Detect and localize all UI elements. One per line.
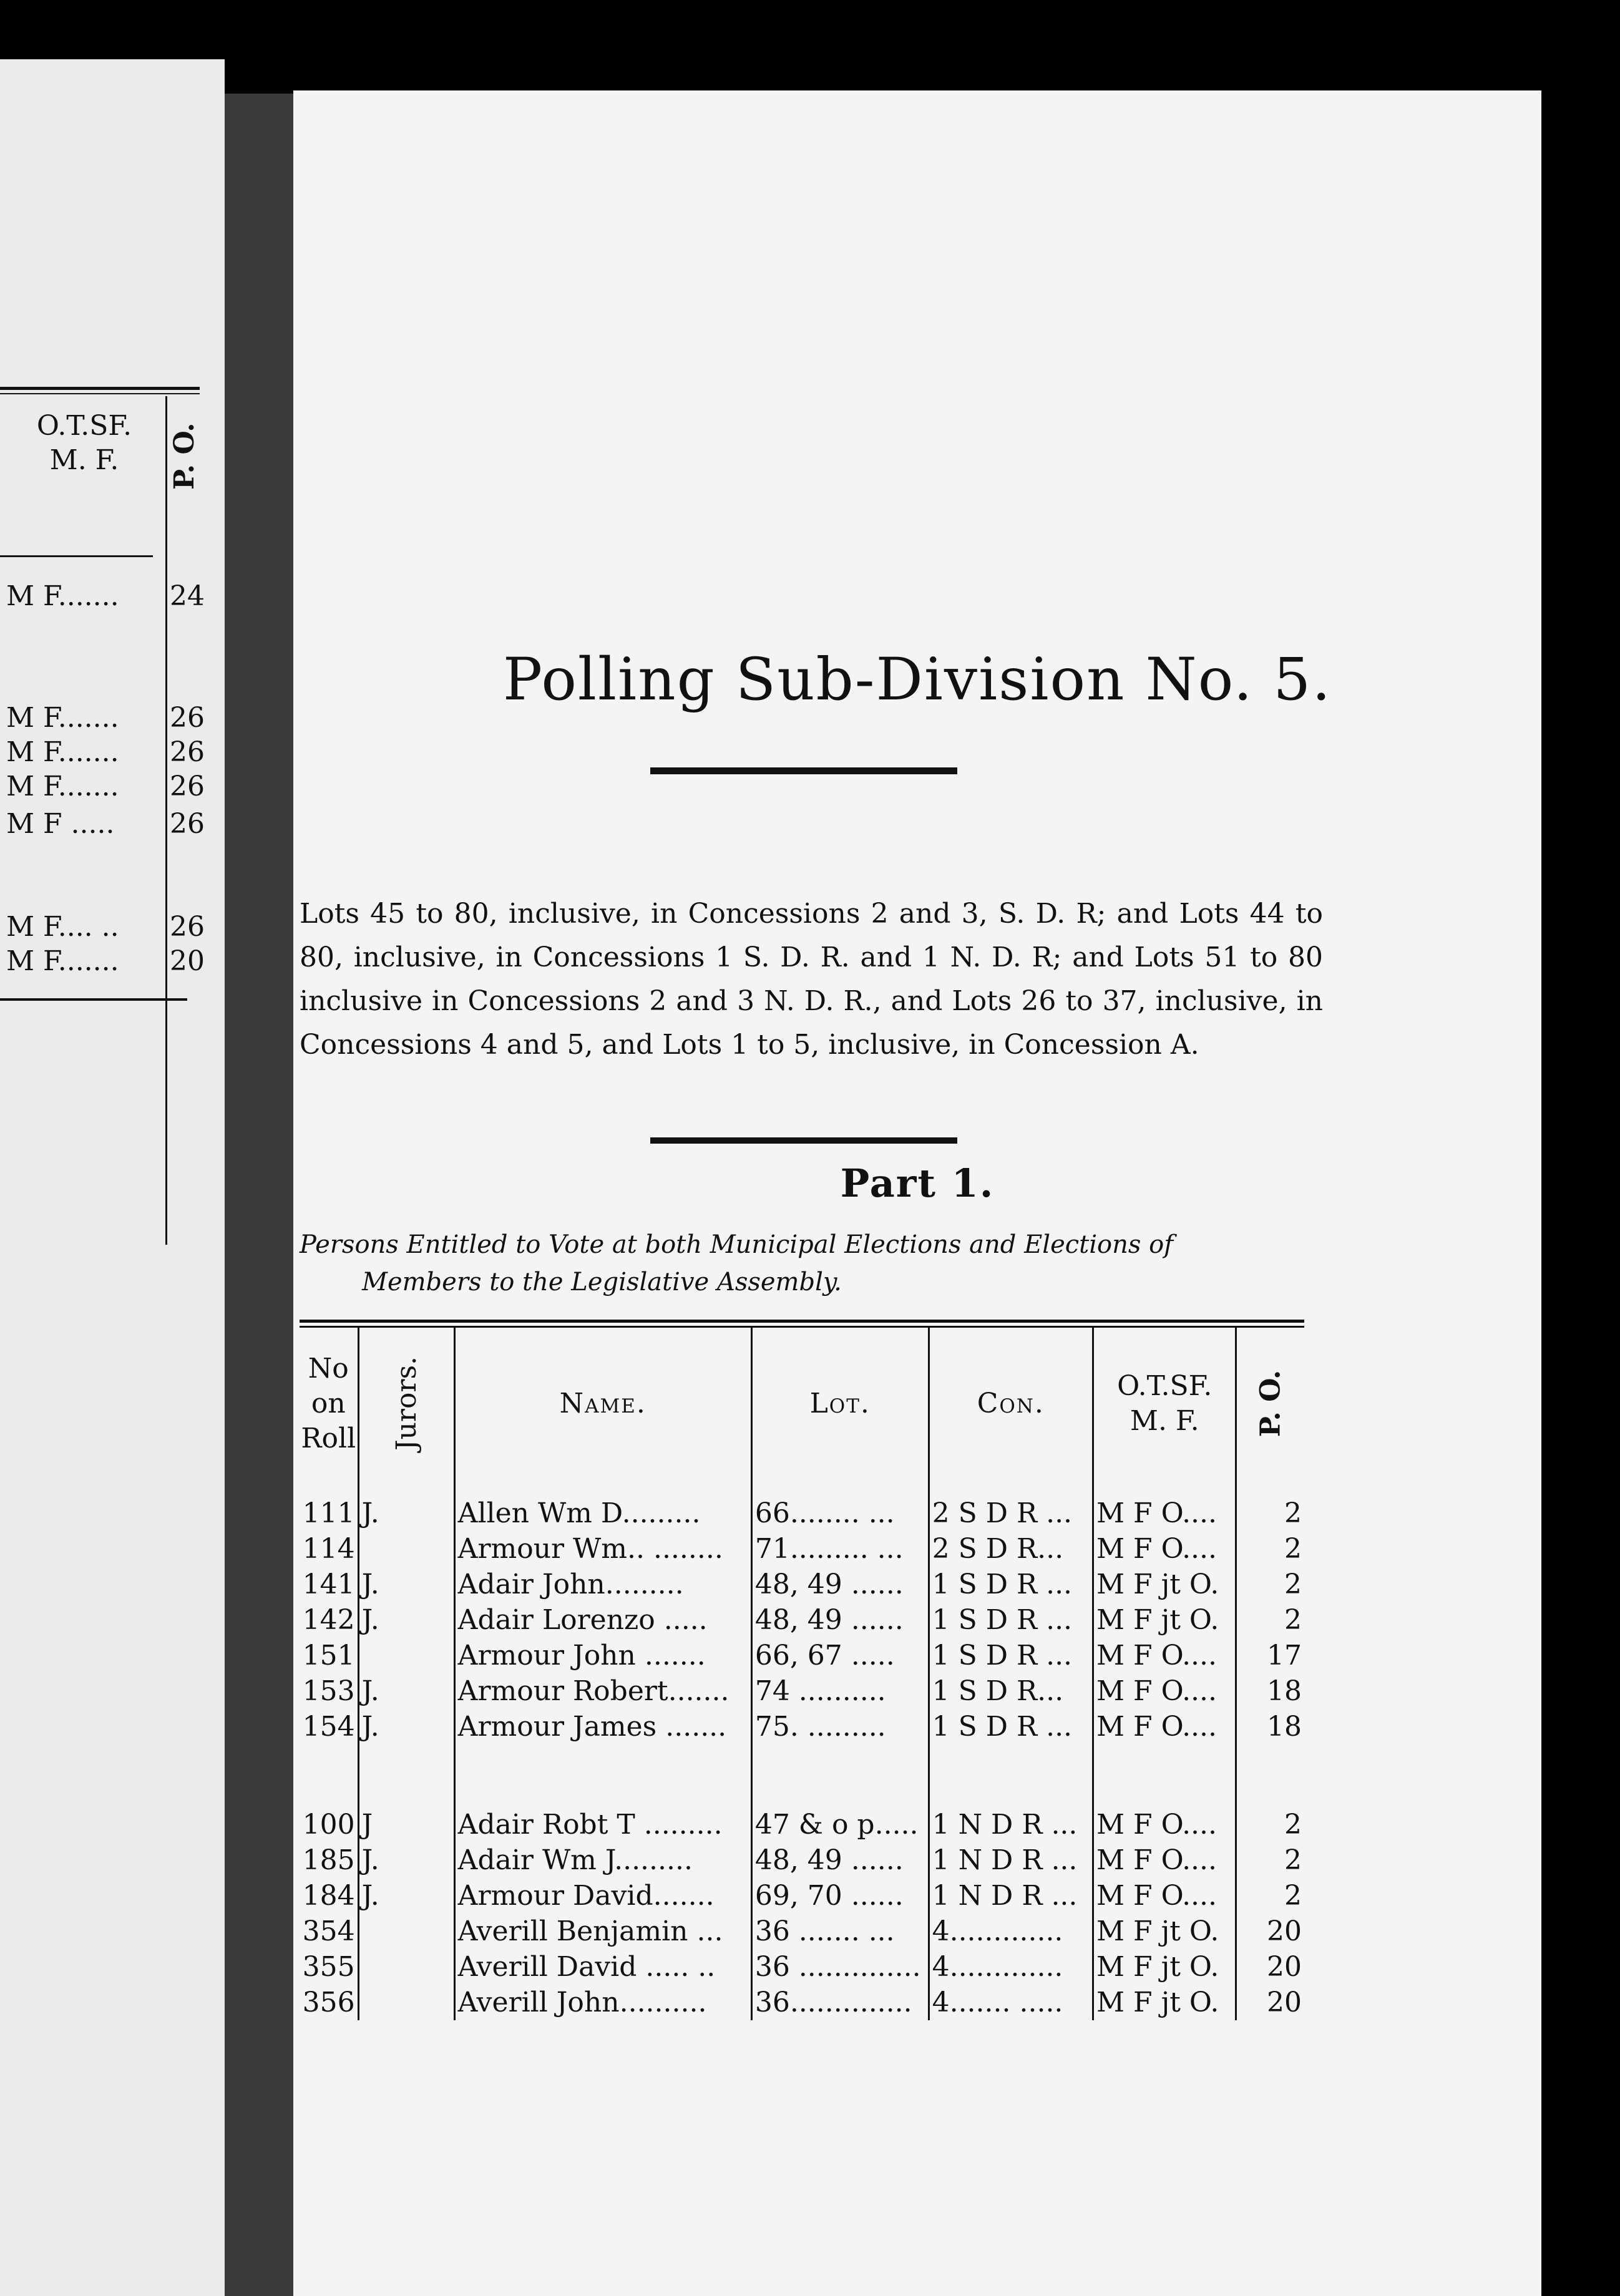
table-row — [300, 1567, 1304, 1602]
cell-juror — [358, 1949, 454, 1985]
left-row-otsf: M F ..... — [6, 808, 115, 840]
cell-name: Adair Robt T ......... — [454, 1807, 751, 1842]
spacer-cell — [929, 1480, 1093, 1496]
header-po-label: P. O. — [1254, 1369, 1287, 1437]
cell-po: 2 — [1284, 1809, 1302, 1841]
left-row-po: 20 — [170, 945, 205, 977]
table-row — [300, 1638, 1304, 1673]
cell-otsf: M F O.... — [1093, 1638, 1236, 1673]
table-row — [300, 1496, 1304, 1531]
cell-name: Adair John......... — [454, 1567, 751, 1602]
cell-po: 20 — [1267, 1987, 1302, 2018]
header-jurors-label: Jurors. — [390, 1356, 422, 1451]
cell-no: 114 — [300, 1531, 358, 1567]
table-row — [300, 1673, 1304, 1709]
cell-juror — [358, 1914, 454, 1949]
table-row — [300, 1914, 1304, 1949]
spacer-cell — [358, 1744, 454, 1807]
spacer-cell — [1236, 1744, 1304, 1807]
description-rule — [650, 1137, 957, 1144]
left-column-divider — [165, 396, 167, 1245]
table-top-rule — [300, 1320, 1304, 1323]
cell-po: 20 — [1267, 1951, 1302, 1983]
table-row — [300, 1985, 1304, 2020]
table-row — [300, 1531, 1304, 1567]
cell-po: 17 — [1267, 1640, 1302, 1671]
cell-juror — [358, 1638, 454, 1673]
cell-juror — [358, 1531, 454, 1567]
cell-lot: 75. ......... — [751, 1709, 929, 1744]
cell-name: Armour James ....... — [454, 1709, 751, 1744]
cell-otsf: M F jt O. — [1093, 1985, 1236, 2020]
cell-juror: J. — [358, 1842, 454, 1878]
cell-po: 2 — [1284, 1533, 1302, 1565]
cell-con: 4............. — [929, 1914, 1093, 1949]
spacer-cell — [358, 1480, 454, 1496]
cell-juror: J. — [358, 1496, 454, 1531]
cell-con: 2 S D R... — [929, 1531, 1093, 1567]
spacer-cell — [751, 1480, 929, 1496]
cell-po: 2 — [1284, 1497, 1302, 1529]
cell-con: 4............. — [929, 1949, 1093, 1985]
left-row-po: 24 — [170, 580, 205, 612]
cell-name: Armour Wm.. ........ — [454, 1531, 751, 1567]
part-subtitle — [300, 1226, 1323, 1301]
cell-lot: 48, 49 ...... — [751, 1602, 929, 1638]
header-name: Name. — [454, 1327, 751, 1480]
header-con: Con. — [929, 1327, 1093, 1480]
cell-no: 100 — [300, 1807, 358, 1842]
spacer-cell — [1093, 1744, 1236, 1807]
left-row-po: 26 — [170, 736, 205, 768]
cell-no: 354 — [300, 1914, 358, 1949]
left-table-top-rule — [0, 387, 200, 390]
cell-po: 18 — [1267, 1711, 1302, 1743]
cell-con: 1 S D R ... — [929, 1638, 1093, 1673]
cell-po: 18 — [1267, 1675, 1302, 1707]
cell-no: 185 — [300, 1842, 358, 1878]
cell-con: 2 S D R ... — [929, 1496, 1093, 1531]
spacer-cell — [1236, 1480, 1304, 1496]
cell-no: 355 — [300, 1949, 358, 1985]
cell-no: 151 — [300, 1638, 358, 1673]
header-jurors — [358, 1327, 454, 1480]
cell-po: 20 — [1267, 1915, 1302, 1947]
cell-no: 111 — [300, 1496, 358, 1531]
cell-name: Averill John.......... — [454, 1985, 751, 2020]
cell-otsf: M F O.... — [1093, 1531, 1236, 1567]
cell-po: 2 — [1284, 1844, 1302, 1876]
cell-no: 142 — [300, 1602, 358, 1638]
table-row — [300, 1602, 1304, 1638]
left-header-bottom-rule — [0, 555, 153, 557]
cell-con: 1 S D R ... — [929, 1709, 1093, 1744]
cell-po: 2 — [1284, 1880, 1302, 1912]
cell-otsf: M F O.... — [1093, 1842, 1236, 1878]
cell-lot: 66........ ... — [751, 1496, 929, 1531]
cell-otsf: M F O.... — [1093, 1496, 1236, 1531]
cell-po: 2 — [1284, 1569, 1302, 1600]
cell-con: 4....... ..... — [929, 1985, 1093, 2020]
spacer-cell — [300, 1744, 358, 1807]
left-row-otsf: M F....... — [6, 702, 119, 734]
cell-otsf: M F O.... — [1093, 1807, 1236, 1842]
left-row-po: 26 — [170, 702, 205, 734]
cell-con: 1 N D R ... — [929, 1807, 1093, 1842]
header-lot: Lot. — [751, 1327, 929, 1480]
cell-juror: J. — [358, 1673, 454, 1709]
left-row-po: 26 — [170, 808, 205, 840]
cell-lot: 69, 70 ...... — [751, 1878, 929, 1914]
table-row — [300, 1709, 1304, 1744]
cell-name: Armour David....... — [454, 1878, 751, 1914]
cell-con: 1 S D R... — [929, 1673, 1093, 1709]
left-page-fragment — [0, 59, 225, 2296]
cell-juror: J. — [358, 1602, 454, 1638]
cell-otsf: M F O.... — [1093, 1673, 1236, 1709]
left-header-otsf: O.T.SF. M. F. — [36, 410, 132, 476]
table-row — [300, 1949, 1304, 1985]
table-row — [300, 1878, 1304, 1914]
cell-no: 154 — [300, 1709, 358, 1744]
table-spacer-row — [300, 1744, 1304, 1807]
spacer-cell — [454, 1480, 751, 1496]
left-row-otsf: M F....... — [6, 771, 119, 802]
cell-no: 153 — [300, 1673, 358, 1709]
left-row-po: 26 — [170, 771, 205, 802]
spacer-cell — [454, 1744, 751, 1807]
cell-lot: 36 .............. — [751, 1949, 929, 1985]
subtitle-line-2: Members to the Legislative Assembly. — [362, 1268, 842, 1296]
title-rule — [650, 767, 957, 774]
cell-con: 1 S D R ... — [929, 1602, 1093, 1638]
cell-name: Adair Lorenzo ..... — [454, 1602, 751, 1638]
table-row — [300, 1842, 1304, 1878]
document-page — [293, 90, 1541, 2296]
left-row-otsf: M F....... — [6, 945, 119, 977]
cell-juror: J. — [358, 1878, 454, 1914]
polling-description: Lots 45 to 80, inclusive, in Concessions 2 and 3, S. D. R; and Lots 44 to 80, inclusive, in Concessions 1 S. D. R. and 1 N. D. R; and Lots 51 to 80 inclusive in Concessions 2 and 3 N. D. R., and Lots 26 to 37, inclusive, in Concessions 4 and 5, and Lots 1 to 5, inclusive, in Concession A. — [300, 898, 1323, 1061]
cell-lot: 48, 49 ...... — [751, 1842, 929, 1878]
cell-no: 184 — [300, 1878, 358, 1914]
cell-lot: 36 ....... ... — [751, 1914, 929, 1949]
book-spine — [225, 94, 293, 2296]
table-body — [300, 1480, 1304, 2020]
cell-name: Averill Benjamin ... — [454, 1914, 751, 1949]
cell-otsf: M F jt O. — [1093, 1602, 1236, 1638]
cell-juror: J. — [358, 1567, 454, 1602]
cell-name: Allen Wm D......... — [454, 1496, 751, 1531]
cell-con: 1 N D R ... — [929, 1878, 1093, 1914]
part-heading: Part 1. — [840, 1160, 995, 1206]
cell-juror: J. — [358, 1709, 454, 1744]
cell-otsf: M F jt O. — [1093, 1914, 1236, 1949]
voters-table — [300, 1327, 1304, 2020]
left-row-po: 26 — [170, 911, 205, 943]
cell-juror: J — [358, 1807, 454, 1842]
spacer-cell — [929, 1744, 1093, 1807]
cell-name: Armour Robert....... — [454, 1673, 751, 1709]
table-spacer-row — [300, 1480, 1304, 1496]
spacer-cell — [300, 1480, 358, 1496]
cell-no: 356 — [300, 1985, 358, 2020]
cell-juror — [358, 1985, 454, 2020]
cell-lot: 66, 67 ..... — [751, 1638, 929, 1673]
spacer-cell — [1093, 1480, 1236, 1496]
spacer-cell — [751, 1744, 929, 1807]
cell-po: 2 — [1284, 1604, 1302, 1636]
header-otsf: O.T.SF. M. F. — [1093, 1327, 1236, 1480]
cell-otsf: M F jt O. — [1093, 1567, 1236, 1602]
cell-con: 1 N D R ... — [929, 1842, 1093, 1878]
cell-no: 141 — [300, 1567, 358, 1602]
cell-name: Adair Wm J......... — [454, 1842, 751, 1878]
cell-name: Averill David ..... .. — [454, 1949, 751, 1985]
subtitle-line-1: Persons Entitled to Vote at both Municipal Elections and Elections of — [300, 1230, 1173, 1259]
page-title: Polling Sub-Division No. 5. — [502, 646, 1332, 714]
left-header-po: P. O. — [168, 422, 200, 490]
cell-lot: 36.............. — [751, 1985, 929, 2020]
left-table-bottom-rule — [0, 998, 187, 1001]
cell-lot: 74 .......... — [751, 1673, 929, 1709]
cell-con: 1 S D R ... — [929, 1567, 1093, 1602]
cell-lot: 47 & o p..... — [751, 1807, 929, 1842]
cell-lot: 48, 49 ...... — [751, 1567, 929, 1602]
cell-otsf: M F jt O. — [1093, 1949, 1236, 1985]
cell-otsf: M F O.... — [1093, 1878, 1236, 1914]
left-table-top-rule-thin — [0, 393, 200, 394]
left-row-otsf: M F....... — [6, 736, 119, 768]
cell-name: Armour John ....... — [454, 1638, 751, 1673]
cell-otsf: M F O.... — [1093, 1709, 1236, 1744]
table-header-row — [300, 1327, 1304, 1480]
header-no-on-roll: No on Roll — [300, 1327, 358, 1480]
header-po — [1236, 1327, 1304, 1480]
table-row — [300, 1807, 1304, 1842]
left-row-otsf: M F....... — [6, 580, 119, 612]
left-row-otsf: M F.... .. — [6, 911, 119, 943]
cell-lot: 71......... ... — [751, 1531, 929, 1567]
